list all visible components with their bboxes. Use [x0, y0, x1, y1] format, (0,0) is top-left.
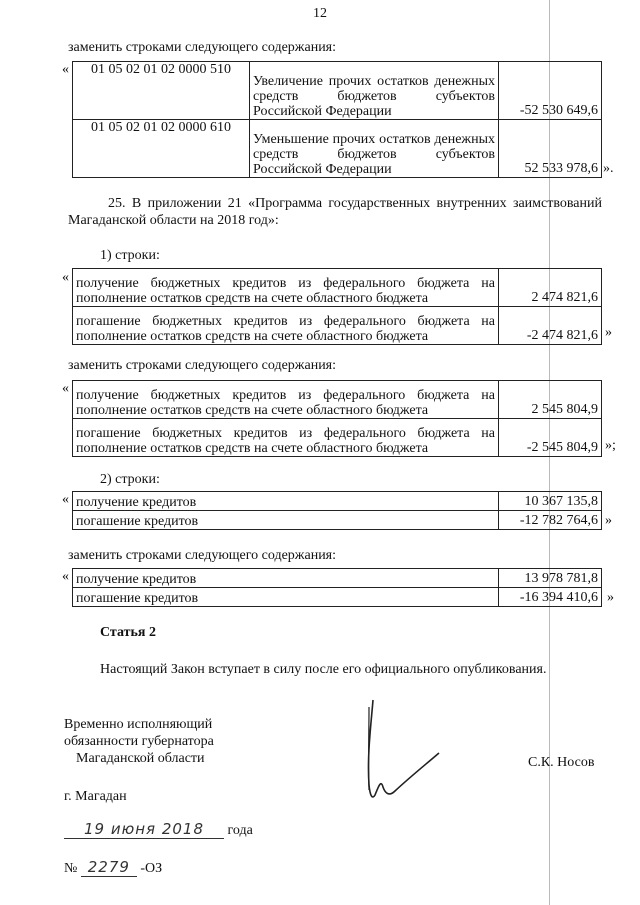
desc-cell: Увеличение прочих остатков денежных средств бюджетов субъектов Российской Федерации — [250, 62, 499, 120]
amount-cell: 52 533 978,6 — [499, 120, 602, 178]
table-row — [73, 511, 602, 530]
table-row — [73, 419, 602, 457]
desc-cell: погашение бюджетных кредитов из федерального бюджета на пополнение остатков средств на счете областного бюджета — [73, 419, 499, 457]
open-quote-1: « — [62, 62, 69, 77]
desc-cell: погашение кредитов — [73, 511, 499, 530]
table-borrowings-old — [72, 268, 602, 345]
paragraph-25: 25. В приложении 21 «Программа государственных внутренних заимствований Магаданской области на 2018 год»: — [68, 196, 602, 228]
number-suffix: -ОЗ — [140, 861, 163, 876]
table-row — [73, 588, 602, 607]
desc-cell: получение кредитов — [73, 569, 499, 588]
law-number-line — [64, 858, 162, 877]
table-row — [73, 381, 602, 419]
amount-cell: -12 782 764,6 — [499, 511, 602, 530]
table-row — [73, 492, 602, 511]
sub1-label: 1) строки: — [100, 248, 160, 263]
signatory-line2: обязанности губернатора — [64, 734, 214, 749]
code-cell: 01 05 02 01 02 0000 510 — [73, 62, 250, 120]
amount-cell: 13 978 781,8 — [499, 569, 602, 588]
amount-cell: -2 474 821,6 — [499, 307, 602, 345]
open-quote-4: « — [62, 492, 69, 507]
close-quote-4: » — [605, 513, 612, 528]
desc-cell: погашение бюджетных кредитов из федерального бюджета на пополнение остатков средств на счете областного бюджета — [73, 307, 499, 345]
date-suffix: года — [227, 823, 253, 838]
amount-cell: 10 367 135,8 — [499, 492, 602, 511]
amount-cell: -16 394 410,6 — [499, 588, 602, 607]
amount-cell: -52 530 649,6 — [499, 62, 602, 120]
replace-intro-2: заменить строками следующего содержания: — [68, 358, 337, 373]
desc-cell: получение бюджетных кредитов из федерального бюджета на пополнение остатков средств на счете областного бюджета — [73, 269, 499, 307]
page-number: 12 — [313, 6, 327, 21]
table-row — [73, 62, 602, 120]
desc-cell: получение кредитов — [73, 492, 499, 511]
open-quote-5: « — [62, 569, 69, 584]
desc-cell: получение бюджетных кредитов из федерального бюджета на пополнение остатков средств на счете областного бюджета — [73, 381, 499, 419]
number-prefix: № — [64, 861, 78, 876]
table-row — [73, 569, 602, 588]
code-cell: 01 05 02 01 02 0000 610 — [73, 120, 250, 178]
signatory-line1: Временно исполняющий — [64, 717, 213, 732]
replace-intro-3: заменить строками следующего содержания: — [68, 548, 337, 563]
article-title: Статья 2 — [100, 625, 156, 640]
city: г. Магадан — [64, 789, 127, 804]
signatory-line3: Магаданской области — [76, 751, 205, 766]
signatory-title — [64, 716, 214, 767]
close-quote-5: » — [607, 590, 614, 605]
open-quote-2: « — [62, 270, 69, 285]
number-handwritten: 2279 — [81, 858, 137, 877]
table-row — [73, 269, 602, 307]
date-line — [64, 820, 253, 839]
table-borrowings-new — [72, 380, 602, 457]
table-credits-new — [72, 568, 602, 607]
replace-intro-1: заменить строками следующего содержания: — [68, 40, 337, 55]
open-quote-3: « — [62, 381, 69, 396]
table-income-sources — [72, 61, 602, 178]
table-credits-old — [72, 491, 602, 530]
amount-cell: 2 474 821,6 — [499, 269, 602, 307]
article-text: Настоящий Закон вступает в силу после его официального опубликования. — [100, 662, 547, 677]
handwritten-signature — [355, 695, 450, 810]
desc-cell: погашение кредитов — [73, 588, 499, 607]
close-quote-2: » — [605, 325, 612, 340]
desc-cell: Уменьшение прочих остатков денежных средств бюджетов субъектов Российской Федерации — [250, 120, 499, 178]
signatory-name: С.К. Носов — [528, 755, 595, 770]
table-row — [73, 120, 602, 178]
amount-cell: -2 545 804,9 — [499, 419, 602, 457]
date-handwritten: 19 июня 2018 — [64, 820, 224, 839]
close-quote-3: »; — [605, 438, 616, 453]
table-row — [73, 307, 602, 345]
sub2-label: 2) строки: — [100, 472, 160, 487]
amount-cell: 2 545 804,9 — [499, 381, 602, 419]
close-quote-1: ». — [603, 161, 614, 176]
